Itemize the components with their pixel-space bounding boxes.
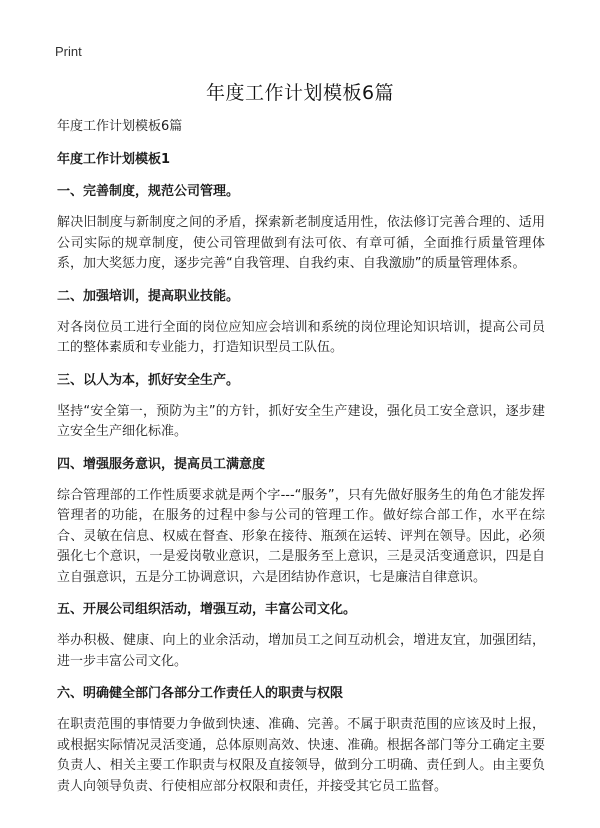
section-5 [57,600,545,672]
section-body: 在职责范围的事情要力争做到快速、准确、完善。不属于职责范围的应该及时上报，或根据实际情况灵活变通，总体原则高效、快速、准确。根据各部门等分工确定主要负责人、相关主要工作职责与权限及直接领导，做到分工明确、责任到人。由主要负责人向领导负责、行使相应部分权限和责任，并接受其它员工监督。 [57,717,545,794]
page-title: 年度工作计划模板6篇 [205,82,395,104]
section-heading: 四、增强服务意识，提高员工满意度 [57,456,266,472]
document-content [57,117,545,809]
section-body: 对各岗位员工进行全面的岗位应知应会培训和系统的岗位理论知识培训，提高公司员工的整体素质和专业能力，打造知识型员工队伍。 [57,319,545,355]
section-1 [57,182,545,275]
section-heading: 六、明确健全部门各部分工作责任人的职责与权限 [57,686,344,701]
template-heading: 年度工作计划模板1 [57,152,171,167]
section-4 [57,455,545,589]
section-heading: 三、以人为本，抓好安全生产。 [57,372,240,388]
section-heading: 五、开展公司组织活动，增强互动，丰富公司文化。 [57,602,357,617]
section-body: 综合管理部的工作性质要求就是两个字---“服务”，只有先做好服务生的角色才能发挥管理者的功能，在服务的过程中参与公司的管理工作。做好综合部工作，水平在综合、灵敏在信息、权威在督查、形象在接待、瓶颈在运转、评判在领导。因此，必须强化七个意识，一是爱岗敬业意识，二是服务至上意识，三是灵活变通意识，四是自立自强意识，五是分工协调意识，六是团结协作意识，七是廉洁自律意识。 [57,487,545,585]
section-body: 举办积极、健康、向上的业余活动，增加员工之间互动机会，增进友宜，加强团结，进一步丰富公司文化。 [57,633,545,669]
section-heading: 二、加强培训，提高职业技能。 [57,288,240,304]
section-body: 坚持“安全第一，预防为主”的方针，抓好安全生产建设，强化员工安全意识，逐步建立安全生产细化标准。 [57,403,545,439]
section-2 [57,287,545,359]
print-label: Print [55,44,82,59]
section-body: 解决旧制度与新制度之间的矛盾，探索新老制度适用性，依法修订完善合理的、适用公司实际的规章制度，使公司管理做到有法可依、有章可循，全面推行质量管理体系，加大奖惩力度，逐步完善“自我管理、自我约束、自我激励”的质量管理体系。 [57,215,545,271]
section-6 [57,684,545,797]
section-heading: 一、完善制度，规范公司管理。 [57,184,240,199]
document-subtitle: 年度工作计划模板6篇 [57,119,183,134]
section-3 [57,371,545,443]
